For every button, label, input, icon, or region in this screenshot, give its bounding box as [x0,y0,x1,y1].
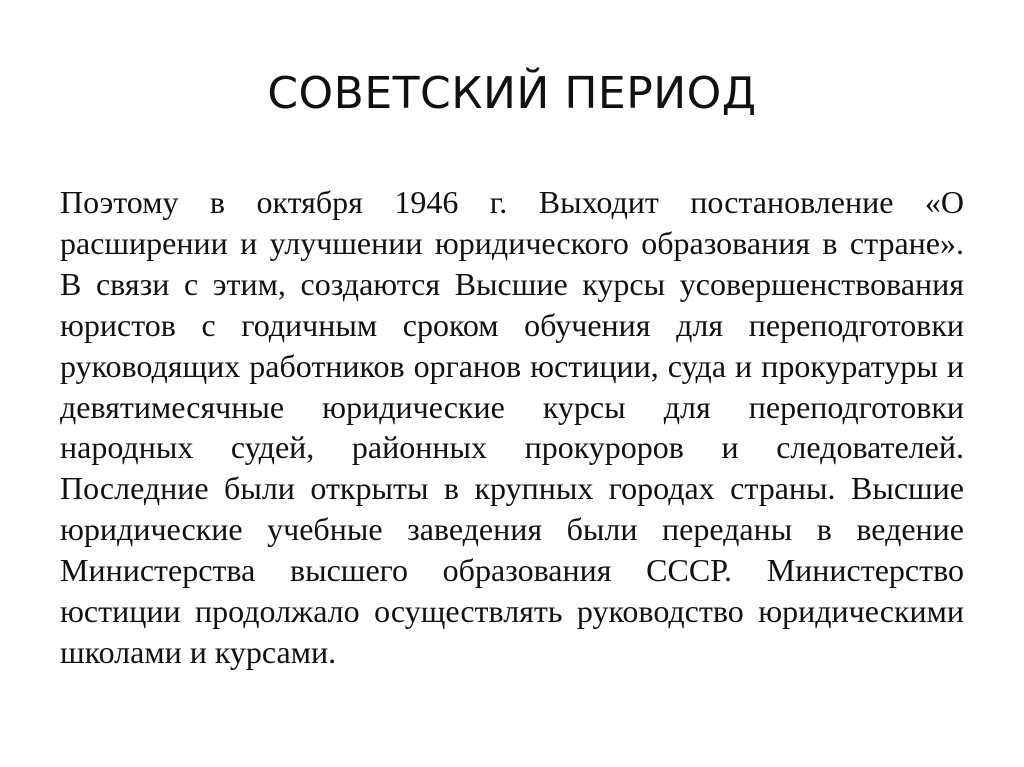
slide-title: СОВЕТСКИЙ ПЕРИОД [267,68,757,119]
slide-body-text: Поэтому в октября 1946 г. Выходит постановление «О расширении и улучшении юридического образования в стране». В связи с этим, создаются Высшие курсы усовершенствования юристов с годичным сроком обучения для переподготовки руководящих работников органов юстиции, суда и прокуратуры и девятимесячные юридические курсы для переподготовки народных судей, районных прокуроров и следователей. Последние были открыты в крупных городах страны. Высшие юридические учебные заведения были переданы в ведение Министерства высшего образования СССР. Министерство юстиции продолжало осуществлять руководство юридическими школами и курсами. [60,184,964,670]
